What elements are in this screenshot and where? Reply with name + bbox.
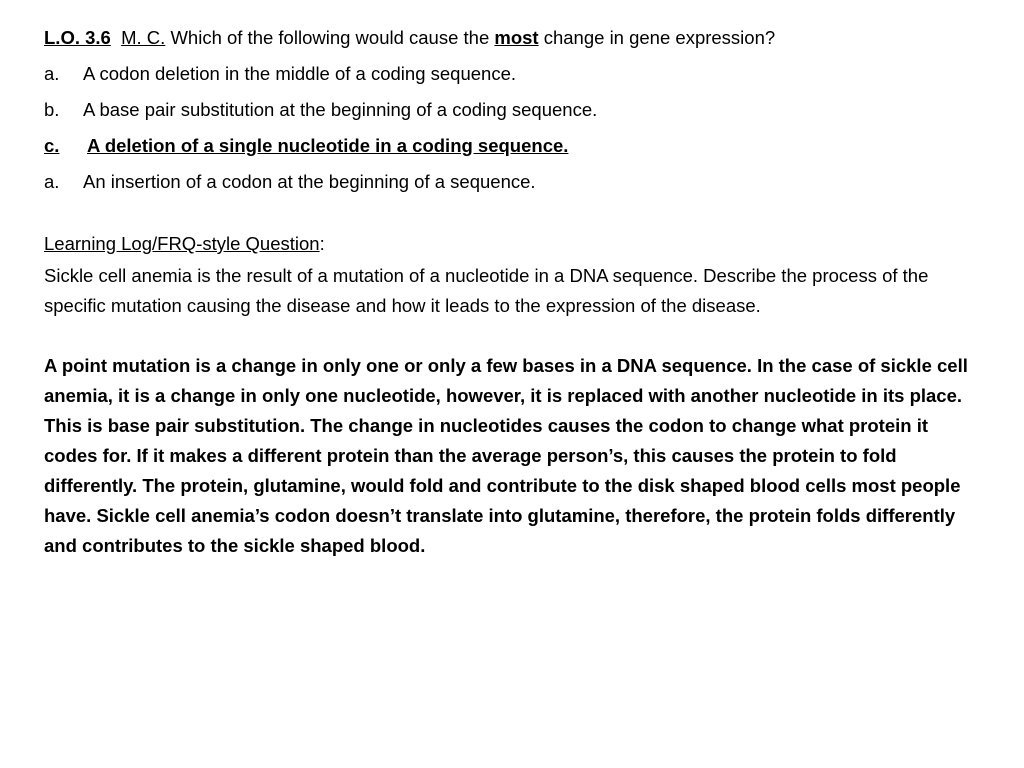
slide-content — [44, 25, 974, 561]
option-text: A codon deletion in the middle of a coding sequence. — [83, 63, 517, 84]
option-text: A deletion of a single nucleotide in a coding sequence. — [87, 135, 569, 156]
spacer — [44, 205, 974, 225]
question-prompt-start: Which of the following would cause the — [170, 27, 490, 48]
learning-log-colon: : — [319, 233, 325, 254]
option-letter: c. — [44, 135, 60, 156]
frq-prompt: Sickle cell anemia is the result of a mutation of a nucleotide in a DNA sequence. Describe the process of the specific mutation causing the disease and how it leads to the expression of the disease. — [44, 265, 929, 316]
option-letter: a. — [44, 171, 60, 192]
option-letter: a. — [44, 63, 60, 84]
option-item — [44, 97, 974, 133]
option-item-correct — [44, 133, 974, 169]
learning-objective-label: L.O. 3.6 — [44, 27, 111, 48]
question-prompt-end: change in gene expression? — [543, 27, 776, 48]
spacer — [44, 321, 974, 351]
option-item — [44, 61, 974, 97]
option-text: An insertion of a codon at the beginning of a sequence. — [83, 171, 536, 192]
question-emphasis: most — [494, 27, 539, 48]
multiple-choice-label: M. C. — [121, 27, 166, 48]
option-text: A base pair substitution at the beginning of a coding sequence. — [83, 99, 598, 120]
option-letter: b. — [44, 99, 60, 120]
frq-answer: A point mutation is a change in only one or only a few bases in a DNA sequence. In the case of sickle cell anemia, it is a change in only one nucleotide, however, it is replaced with another nucleotide in its place. This is base pair substitution. The change in nucleotides causes the codon to change what protein it codes for. If it makes a different protein than the average person’s, this causes the protein to fold differently. The protein, glutamine, would fold and contribute to the disk shaped blood cells most people have. Sickle cell anemia’s codon doesn’t translate into glutamine, therefore, the protein folds differently and contributes to the sickle shaped blood. — [44, 355, 968, 556]
learning-log-title: Learning Log/FRQ-style Question — [44, 233, 320, 254]
learning-log-heading — [44, 227, 974, 261]
question-line — [44, 25, 974, 61]
option-item — [44, 169, 974, 205]
